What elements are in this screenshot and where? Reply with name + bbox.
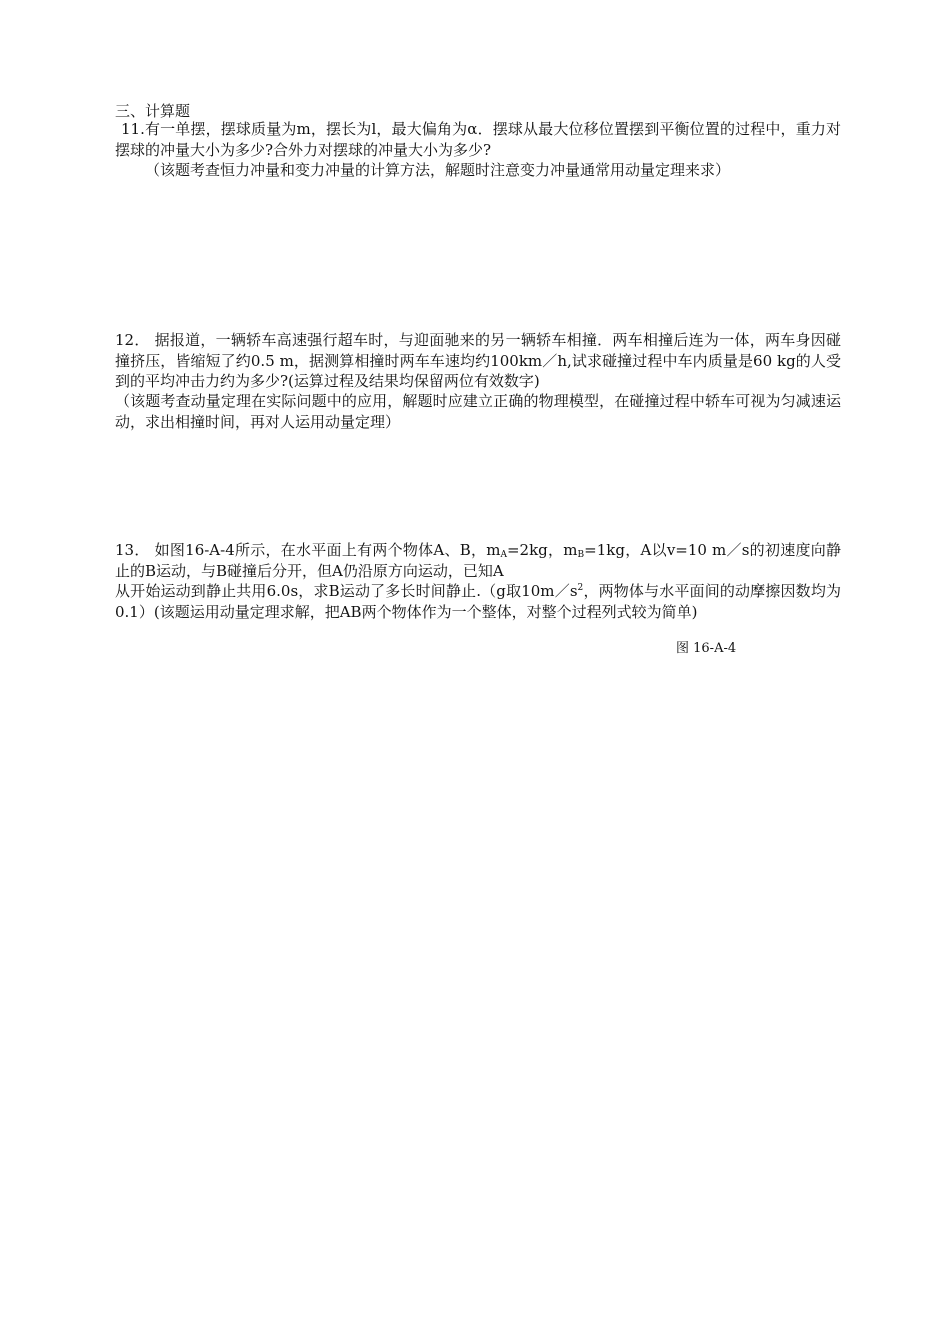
- question-13-part5: ，两物体与水平面间的动摩擦因数均为0.1）(该题运用动量定理求解，把AB两个物体作为一个整体，对整个过程列式较为简单): [115, 582, 841, 621]
- question-13-text: [115, 540, 841, 622]
- question-13-part3: =1kg，A以v=10 m／s的初速度向静止的B运动，与B碰撞后分开，但A仍沿原方向运动，已知A: [115, 541, 841, 580]
- mass-a-subscript: A: [500, 550, 507, 560]
- question-12-text: 12． 据报道，一辆轿车高速强行超车时，与迎面驰来的另一辆轿车相撞．两车相撞后连为一体，两车身因碰撞挤压，皆缩短了约0.5 m，据测算相撞时两车车速均约100km／h,试求碰撞过程中车内质量是60 kg的人受到的平均冲击力约为多少?(运算过程及结果均保留两位有效数字): [115, 331, 841, 390]
- question-11-note: （该题考查恒力冲量和变力冲量的计算方法，解题时注意变力冲量通常用动量定理来求）: [145, 161, 731, 179]
- question-12-note: （该题考查动量定理在实际问题中的应用，解题时应建立正确的物理模型，在碰撞过程中轿车可视为匀减速运动，求出相撞时间，再对人运用动量定理）: [115, 392, 841, 431]
- mass-b-subscript: B: [577, 550, 585, 560]
- figure-caption: 图 16-A-4: [676, 641, 737, 656]
- question-13-part1: 13． 如图16-A-4所示，在水平面上有两个物体A、B，m: [115, 541, 501, 559]
- squared-superscript: 2: [577, 583, 584, 593]
- question-13-part4-wrap: [115, 581, 841, 622]
- question-11-text: 11.有一单摆，摆球质量为m，摆长为l，最大偏角为α．摆球从最大位移位置摆到平衡位置的过程中，重力对摆球的冲量大小为多少?合外力对摆球的冲量大小为多少?: [115, 120, 841, 159]
- section-title: 三、计算题: [115, 102, 191, 120]
- question-13-part2: =2kg，m: [506, 541, 578, 559]
- question-13-part4: 从开始运动到静止共用6.0s，求B运动了多长时间静止.（g取10m／s: [115, 582, 578, 600]
